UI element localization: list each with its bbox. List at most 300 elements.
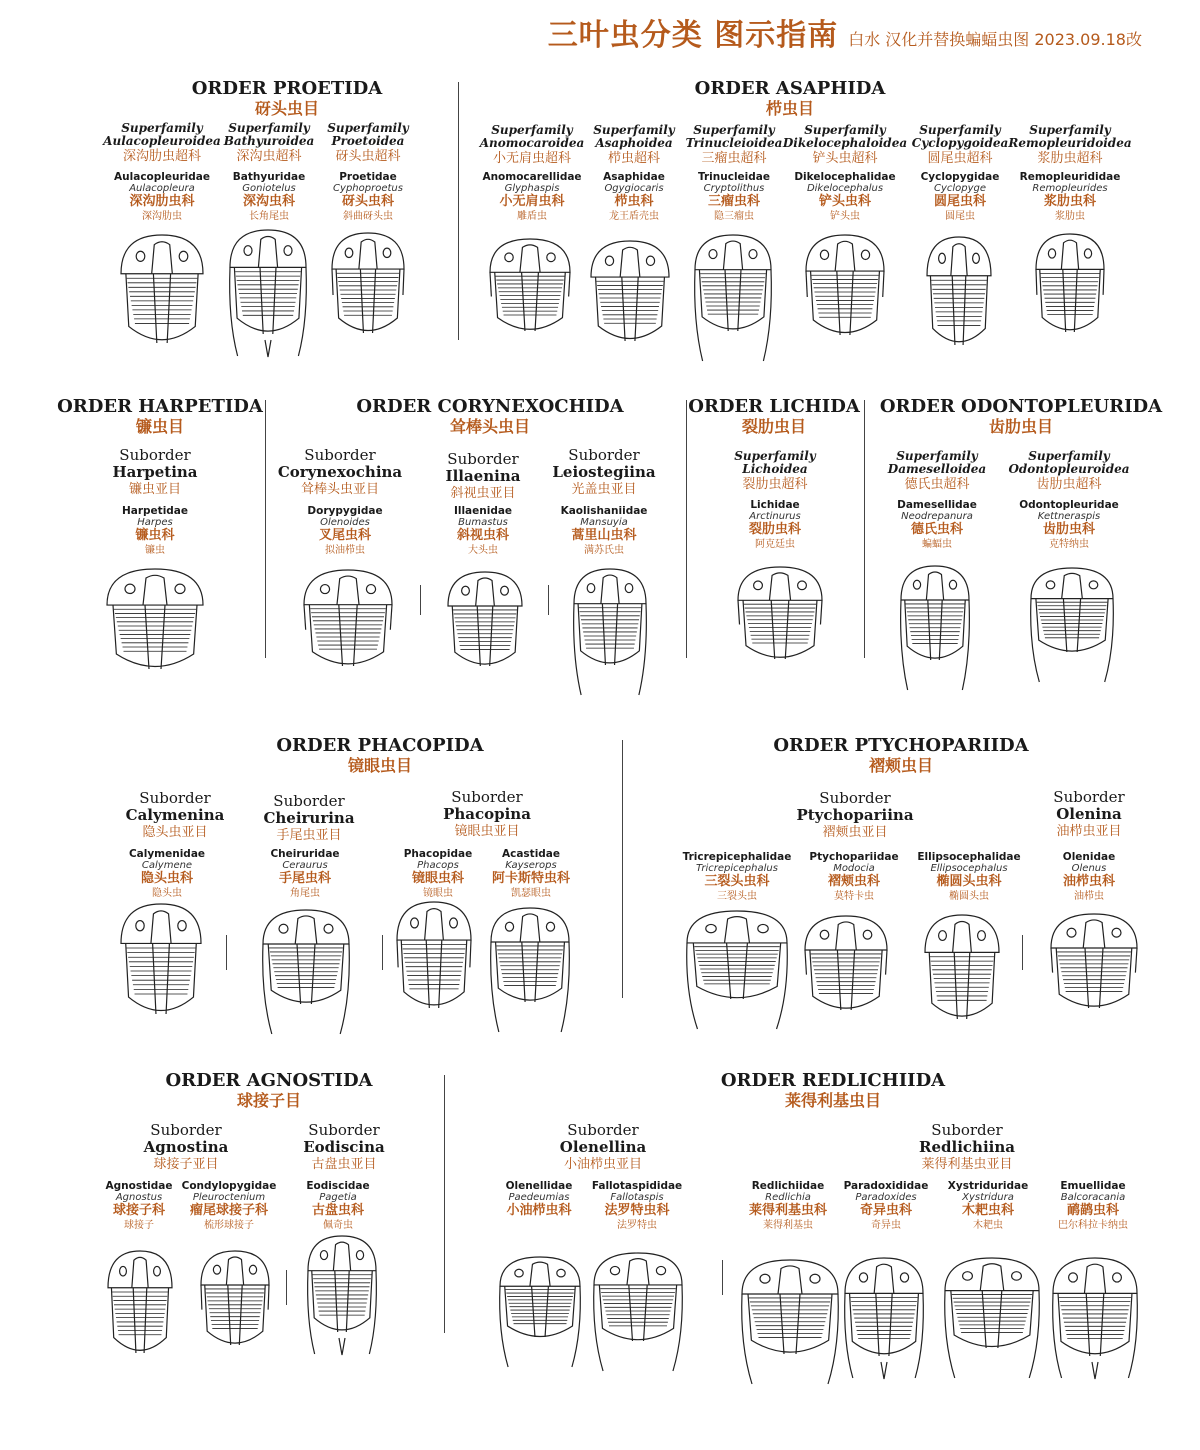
taxon-name: Dikelocephaloidea (782, 136, 908, 150)
trilobite-illustration (592, 1251, 684, 1373)
taxon-name: Remopleuridoidea (1008, 136, 1132, 150)
trilobite-illustration (803, 914, 889, 1026)
genus-name: Ceraurus (282, 860, 328, 871)
taxon-name: Asaphoidea (595, 136, 673, 150)
rank: Suborder (568, 446, 640, 464)
superfamily-remopleuridoidea (995, 124, 1145, 167)
family-latin: Acastidae (501, 848, 561, 860)
genus-name: Arctinurus (749, 511, 801, 522)
suborder-corynexochina (265, 447, 415, 498)
order-phacopida (270, 736, 490, 776)
family-latin: Lichidae (750, 499, 800, 511)
genus-cn: 浆肋虫 (1055, 211, 1085, 222)
taxon-name: Aulacopleuroidea (103, 134, 221, 148)
family-cn: 阿卡斯特虫科 (491, 871, 570, 886)
family-cn: 齿肋虫科 (1042, 522, 1095, 537)
family-latin: Eodiscidae (306, 1180, 370, 1192)
family-cn: 法罗特虫科 (604, 1203, 670, 1218)
family-latin: Olenellidae (505, 1180, 573, 1192)
order-name-cn: 镰虫目 (135, 417, 184, 436)
genus-cn: 法罗特虫 (617, 1220, 657, 1231)
genus-name: Aulacopleura (129, 183, 195, 194)
trilobite-illustration (685, 909, 789, 1031)
taxon-name: Leiostegiina (552, 463, 656, 481)
trilobite-illustration (589, 239, 671, 349)
genus-cn: 蝙蝠虫 (922, 539, 952, 550)
family-latin: Xystriduridae (947, 1180, 1029, 1192)
rank: Superfamily (121, 121, 203, 135)
family-latin: Remopleurididae (1019, 171, 1121, 183)
genus-name: Calymene (141, 860, 193, 871)
rank: Superfamily (491, 123, 573, 137)
order-name: ORDER ODONTOPLEURIDA (879, 396, 1163, 417)
family-label (790, 171, 900, 223)
taxon-name-cn: 油栉虫亚目 (1056, 824, 1122, 839)
divider-line (286, 1270, 287, 1305)
rank: Superfamily (228, 121, 310, 135)
family-latin: Calymenidae (128, 848, 206, 860)
family-cn: 三裂头虫科 (704, 874, 770, 889)
divider-line (548, 585, 549, 615)
taxon-name-cn: 耸棒头虫亚目 (300, 482, 379, 497)
family-latin: Cheiruridae (270, 848, 340, 860)
trilobite-illustration (488, 237, 572, 347)
genus-cn: 隐头虫 (152, 888, 182, 899)
taxon-name: Calymenina (125, 806, 225, 824)
taxon-name-cn: 手尾虫亚目 (276, 828, 342, 843)
rank: Suborder (931, 1121, 1003, 1139)
genus-name: Phacops (417, 860, 459, 871)
family-label (582, 1180, 692, 1232)
taxon-name-cn: 深沟虫超科 (236, 149, 302, 164)
family-label (549, 505, 659, 557)
family-cn: 隐头虫科 (140, 871, 193, 886)
divider-line (444, 1075, 445, 1333)
family-latin: Condylopygidae (181, 1180, 277, 1192)
genus-name: Cyphoproetus (333, 183, 403, 194)
suborder-harpetina (80, 447, 230, 498)
family-latin: Bathyuridae (232, 171, 306, 183)
superfamily-odontopleuroidea (994, 450, 1144, 493)
family-cn: 浆肋虫科 (1043, 194, 1096, 209)
genus-cn: 克特纳虫 (1049, 539, 1089, 550)
taxon-name-cn: 褶颊虫亚目 (822, 825, 888, 840)
genus-cn: 莫特卡虫 (834, 891, 874, 902)
order-corynexochida (340, 397, 640, 437)
genus-name: Olenoides (320, 517, 370, 528)
family-latin: Trinucleidae (697, 171, 770, 183)
rank: Suborder (819, 789, 891, 807)
genus-cn: 镰虫 (145, 545, 165, 556)
family-cn: 褶颊虫科 (827, 874, 880, 889)
family-cn: 小油栉虫科 (506, 1203, 572, 1218)
family-cn: 奇异虫科 (859, 1203, 912, 1218)
trilobite-illustration (489, 906, 571, 1034)
family-label (477, 171, 587, 223)
family-latin: Fallotaspididae (591, 1180, 683, 1192)
family-cn: 镜眼虫科 (411, 871, 464, 886)
genus-cn: 梳形球接子 (204, 1220, 254, 1231)
family-label (174, 1180, 284, 1232)
trilobite-illustration (740, 1258, 840, 1386)
family-label (484, 1180, 594, 1219)
order-proetida (187, 79, 387, 119)
family-latin: Olenidae (1062, 851, 1116, 863)
trilobite-illustration (1049, 912, 1139, 1024)
family-cn: 小无肩虫科 (499, 194, 565, 209)
taxon-name-cn: 球接子亚目 (153, 1157, 219, 1172)
rank: Suborder (451, 788, 523, 806)
taxon-name-cn: 三瘤虫超科 (701, 151, 767, 166)
order-name-cn: 莱得利基虫目 (784, 1091, 881, 1110)
family-latin: Anomocarellidae (482, 171, 582, 183)
order-name-cn: 耸棒头虫目 (449, 417, 530, 436)
genus-name: Agnostus (115, 1192, 163, 1203)
family-label (831, 1180, 941, 1232)
order-odontopleurida (866, 397, 1176, 437)
trilobite-illustration (105, 567, 205, 677)
family-label (914, 851, 1024, 903)
family-latin: Asaphidae (603, 171, 665, 183)
divider-line (265, 400, 266, 658)
family-latin: Cyclopygidae (920, 171, 1000, 183)
order-name: ORDER HARPETIDA (57, 396, 263, 417)
genus-name: Modocia (833, 863, 875, 874)
order-name: ORDER REDLICHIIDA (720, 1070, 946, 1091)
suborder-olenellina (528, 1122, 678, 1173)
trilobite-illustration (572, 567, 648, 697)
trilobite-illustration (925, 235, 993, 353)
taxon-name: Bathyuroidea (223, 134, 315, 148)
family-cn: 鸸鹋虫科 (1066, 1203, 1119, 1218)
family-latin: Damesellidae (897, 499, 977, 511)
taxon-name: Corynexochina (277, 463, 403, 481)
family-label (933, 1180, 1043, 1232)
genus-name: Xystridura (962, 1192, 1014, 1203)
genus-name: Mansuyia (580, 517, 628, 528)
superfamily-dameselloidea (862, 450, 1012, 493)
taxon-name-cn: 镜眼虫亚目 (454, 824, 520, 839)
taxon-name-cn: 裂肋虫超科 (742, 477, 808, 492)
divider-line (382, 935, 383, 970)
superfamily-lichoidea (700, 450, 850, 493)
family-label (290, 505, 400, 557)
divider-line (1022, 935, 1023, 970)
order-name-cn: 褶颊虫目 (868, 756, 933, 775)
family-label (476, 848, 586, 900)
genus-cn: 巴尔科拉卡纳虫 (1058, 1220, 1128, 1231)
genus-name: Kayserops (505, 860, 557, 871)
genus-name: Pagetia (319, 1192, 357, 1203)
suborder-redlichiina (892, 1122, 1042, 1173)
genus-name: Ogygiocaris (604, 183, 664, 194)
rank: Suborder (119, 446, 191, 464)
family-label (283, 1180, 393, 1232)
family-latin: Paradoxididae (843, 1180, 929, 1192)
order-name-cn: 齿肋虫目 (988, 417, 1053, 436)
order-harpetida (55, 397, 265, 437)
suborder-phacopina (412, 789, 562, 840)
rank: Suborder (1053, 788, 1125, 806)
family-cn: 砑头虫科 (341, 194, 394, 209)
family-cn: 球接子科 (112, 1203, 165, 1218)
genus-cn: 莱得利基虫 (763, 1220, 813, 1231)
genus-name: Glyphaspis (504, 183, 560, 194)
trilobite-illustration (228, 228, 308, 358)
family-label (905, 171, 1015, 223)
taxon-name: Dameselloidea (887, 462, 987, 476)
family-latin: Aulacopleuridae (114, 171, 210, 183)
family-label (112, 848, 222, 900)
genus-name: Bumastus (458, 517, 508, 528)
order-ptychopariida (770, 736, 1032, 776)
superfamily-proetoidea (293, 122, 443, 165)
family-latin: Redlichiidae (751, 1180, 825, 1192)
family-latin: Kaolishaniidae (560, 505, 648, 517)
family-label (100, 505, 210, 557)
genus-cn: 球接子 (124, 1220, 154, 1231)
family-label (1015, 171, 1125, 223)
taxon-name-cn: 小油栉虫亚目 (563, 1157, 642, 1172)
taxon-name: Proetoidea (331, 134, 405, 148)
taxon-name-cn: 砑头虫超科 (335, 149, 401, 164)
family-label (1038, 1180, 1148, 1232)
rank: Suborder (567, 1121, 639, 1139)
trilobite-illustration (1051, 1256, 1139, 1380)
genus-name: Redlichia (765, 1192, 811, 1203)
divider-line (864, 400, 865, 658)
taxon-name-cn: 莱得利基虫亚目 (921, 1157, 1013, 1172)
order-name: ORDER AGNOSTIDA (165, 1070, 373, 1091)
taxon-name-cn: 小无肩虫超科 (492, 151, 571, 166)
trilobite-illustration (1034, 232, 1106, 348)
trilobite-illustration (736, 565, 824, 675)
taxon-name: Cheirurina (263, 809, 355, 827)
family-label (107, 171, 217, 223)
family-cn: 铲头虫科 (818, 194, 871, 209)
taxon-name-cn: 古盘虫亚目 (311, 1157, 377, 1172)
order-name: ORDER PROETIDA (191, 78, 383, 99)
genus-cn: 三裂头虫 (717, 891, 757, 902)
genus-name: Ellipsocephalus (930, 863, 1008, 874)
family-latin: Proetidae (339, 171, 397, 183)
order-redlichiida (708, 1071, 958, 1111)
family-cn: 莱得利基虫科 (748, 1203, 827, 1218)
genus-cn: 油栉虫 (1074, 891, 1104, 902)
genus-cn: 铲头虫 (830, 211, 860, 222)
family-label (720, 499, 830, 551)
divider-line (458, 82, 459, 340)
page-header (548, 10, 1142, 54)
family-latin: Tricrepicephalidae (682, 851, 792, 863)
taxon-name-cn: 镰虫亚目 (128, 482, 181, 497)
divider-line (622, 740, 623, 998)
order-lichida (688, 397, 860, 437)
page-title: 三叶虫分类 图示指南 (547, 18, 839, 53)
taxon-name: Anomocaroidea (479, 136, 585, 150)
genus-cn: 深沟肋虫 (142, 211, 182, 222)
family-cn: 德氏虫科 (910, 522, 963, 537)
rank: Suborder (139, 789, 211, 807)
taxon-name-cn: 圆尾虫超科 (927, 151, 993, 166)
rank: Suborder (308, 1121, 380, 1139)
genus-name: Kettneraspis (1037, 511, 1101, 522)
family-latin: Dorypygidae (307, 505, 383, 517)
trilobite-illustration (923, 913, 1001, 1027)
genus-cn: 木耙虫 (973, 1220, 1003, 1231)
suborder-eodiscina (269, 1122, 419, 1173)
rank: Superfamily (1028, 449, 1110, 463)
divider-line (226, 935, 227, 970)
family-label (1014, 499, 1124, 551)
genus-name: Goniotelus (242, 183, 296, 194)
genus-cn: 龙王盾壳虫 (609, 211, 659, 222)
order-name: ORDER PTYCHOPARIIDA (773, 735, 1029, 756)
genus-name: Paedeumias (508, 1192, 570, 1203)
order-name: ORDER LICHIDA (688, 396, 860, 417)
trilobite-illustration (106, 1249, 174, 1361)
family-latin: Illaenidae (453, 505, 513, 517)
family-latin: Odontopleuridae (1019, 499, 1119, 511)
taxon-name: Odontopleuroidea (1008, 462, 1130, 476)
rank: Superfamily (896, 449, 978, 463)
taxon-name: Ptychopariina (796, 806, 914, 824)
order-name-cn: 栉虫目 (765, 99, 814, 118)
taxon-name: Olenina (1056, 805, 1122, 823)
taxon-name-cn: 铲头虫超科 (812, 151, 878, 166)
family-label (1034, 851, 1144, 903)
family-latin: Ptychopariidae (809, 851, 899, 863)
family-cn: 镰虫科 (135, 528, 175, 543)
trilobite-illustration (804, 233, 886, 351)
taxon-name: Harpetina (112, 463, 198, 481)
taxon-name: Olenellina (559, 1138, 647, 1156)
trilobite-illustration (302, 568, 394, 682)
family-label (679, 171, 789, 223)
suborder-olenina (1014, 789, 1164, 840)
genus-name: Pleuroctenium (192, 1192, 266, 1203)
family-cn: 蒿里山虫科 (571, 528, 637, 543)
trilobite-illustration (446, 570, 524, 674)
order-agnostida (156, 1071, 382, 1111)
genus-name: Fallotaspis (610, 1192, 664, 1203)
family-label (733, 1180, 843, 1232)
rank: Superfamily (804, 123, 886, 137)
trilobite-illustration (1029, 566, 1115, 684)
genus-cn: 斜曲砑头虫 (343, 211, 393, 222)
family-latin: Phacopidae (403, 848, 473, 860)
taxon-name: Trinucleioidea (685, 136, 783, 150)
genus-name: Balcoracania (1060, 1192, 1126, 1203)
genus-name: Tricrepicephalus (696, 863, 778, 874)
genus-cn: 镜眼虫 (423, 888, 453, 899)
rank: Suborder (304, 446, 376, 464)
trilobite-illustration (395, 900, 473, 1024)
family-cn: 斜视虫科 (456, 528, 509, 543)
rank: Superfamily (734, 449, 816, 463)
trilobite-illustration (306, 1234, 378, 1356)
family-latin: Harpetidae (121, 505, 189, 517)
trilobite-illustration (498, 1255, 582, 1369)
rank: Suborder (150, 1121, 222, 1139)
divider-line (686, 400, 687, 658)
genus-cn: 凯瑟眼虫 (511, 888, 551, 899)
genus-name: Remopleurides (1032, 183, 1108, 194)
genus-cn: 圆尾虫 (945, 211, 975, 222)
rank: Suborder (273, 792, 345, 810)
suborder-leiostegiina (529, 447, 679, 498)
taxon-name-cn: 栉虫超科 (607, 151, 660, 166)
rank: Superfamily (693, 123, 775, 137)
family-label (579, 171, 689, 223)
family-cn: 椭圆头虫科 (936, 874, 1002, 889)
suborder-calymenina (100, 790, 250, 841)
taxon-name-cn: 光盖虫亚目 (571, 482, 637, 497)
family-cn: 木耙虫科 (961, 1203, 1014, 1218)
rank: Superfamily (593, 123, 675, 137)
family-cn: 手尾虫科 (278, 871, 331, 886)
genus-name: Neodrepanura (901, 511, 973, 522)
family-label (882, 499, 992, 551)
family-cn: 栉虫科 (614, 194, 654, 209)
family-cn: 深沟肋虫科 (129, 194, 195, 209)
order-name: ORDER PHACOPIDA (276, 735, 484, 756)
rank: Superfamily (919, 123, 1001, 137)
trilobite-illustration (843, 1256, 925, 1380)
rank: Suborder (447, 450, 519, 468)
family-cn: 油栉虫科 (1062, 874, 1115, 889)
genus-name: Cyclopyge (933, 183, 987, 194)
genus-name: Paradoxides (855, 1192, 917, 1203)
trilobite-illustration (199, 1249, 271, 1361)
family-label (799, 851, 909, 903)
family-latin: Dikelocephalidae (794, 171, 896, 183)
taxon-name: Eodiscina (303, 1138, 385, 1156)
rank: Superfamily (327, 121, 409, 135)
genus-name: Dikelocephalus (806, 183, 884, 194)
taxon-name-cn: 德氏虫超科 (904, 477, 970, 492)
divider-line (420, 585, 421, 615)
family-latin: Emuellidae (1060, 1180, 1126, 1192)
taxon-name: Redlichiina (919, 1138, 1015, 1156)
order-asaphida (690, 79, 890, 119)
family-label (428, 505, 538, 557)
order-name: ORDER CORYNEXOCHIDA (356, 396, 624, 417)
genus-cn: 奇异虫 (871, 1220, 901, 1231)
taxon-name-cn: 浆肋虫超科 (1037, 151, 1103, 166)
family-label (250, 848, 360, 900)
taxon-name-cn: 隐头虫亚目 (142, 825, 208, 840)
genus-cn: 椭圆头虫 (949, 891, 989, 902)
taxon-name-cn: 斜视虫亚目 (450, 486, 516, 501)
suborder-cheirurina (234, 793, 384, 844)
genus-cn: 阿克廷虫 (755, 539, 795, 550)
family-latin: Agnostidae (105, 1180, 173, 1192)
taxon-name: Cyclopygoidea (911, 136, 1009, 150)
divider-line (722, 1260, 723, 1295)
family-cn: 瘤尾球接子科 (189, 1203, 268, 1218)
taxon-name: Lichoidea (742, 462, 808, 476)
rank: Superfamily (1029, 123, 1111, 137)
order-name-cn: 镜眼虫目 (347, 756, 412, 775)
family-cn: 裂肋虫科 (748, 522, 801, 537)
family-cn: 三瘤虫科 (707, 194, 760, 209)
trilobite-illustration (943, 1256, 1041, 1380)
family-cn: 叉尾虫科 (318, 528, 371, 543)
genus-name: Cryptolithus (703, 183, 765, 194)
family-label (313, 171, 423, 223)
suborder-ptychopariina (780, 790, 930, 841)
